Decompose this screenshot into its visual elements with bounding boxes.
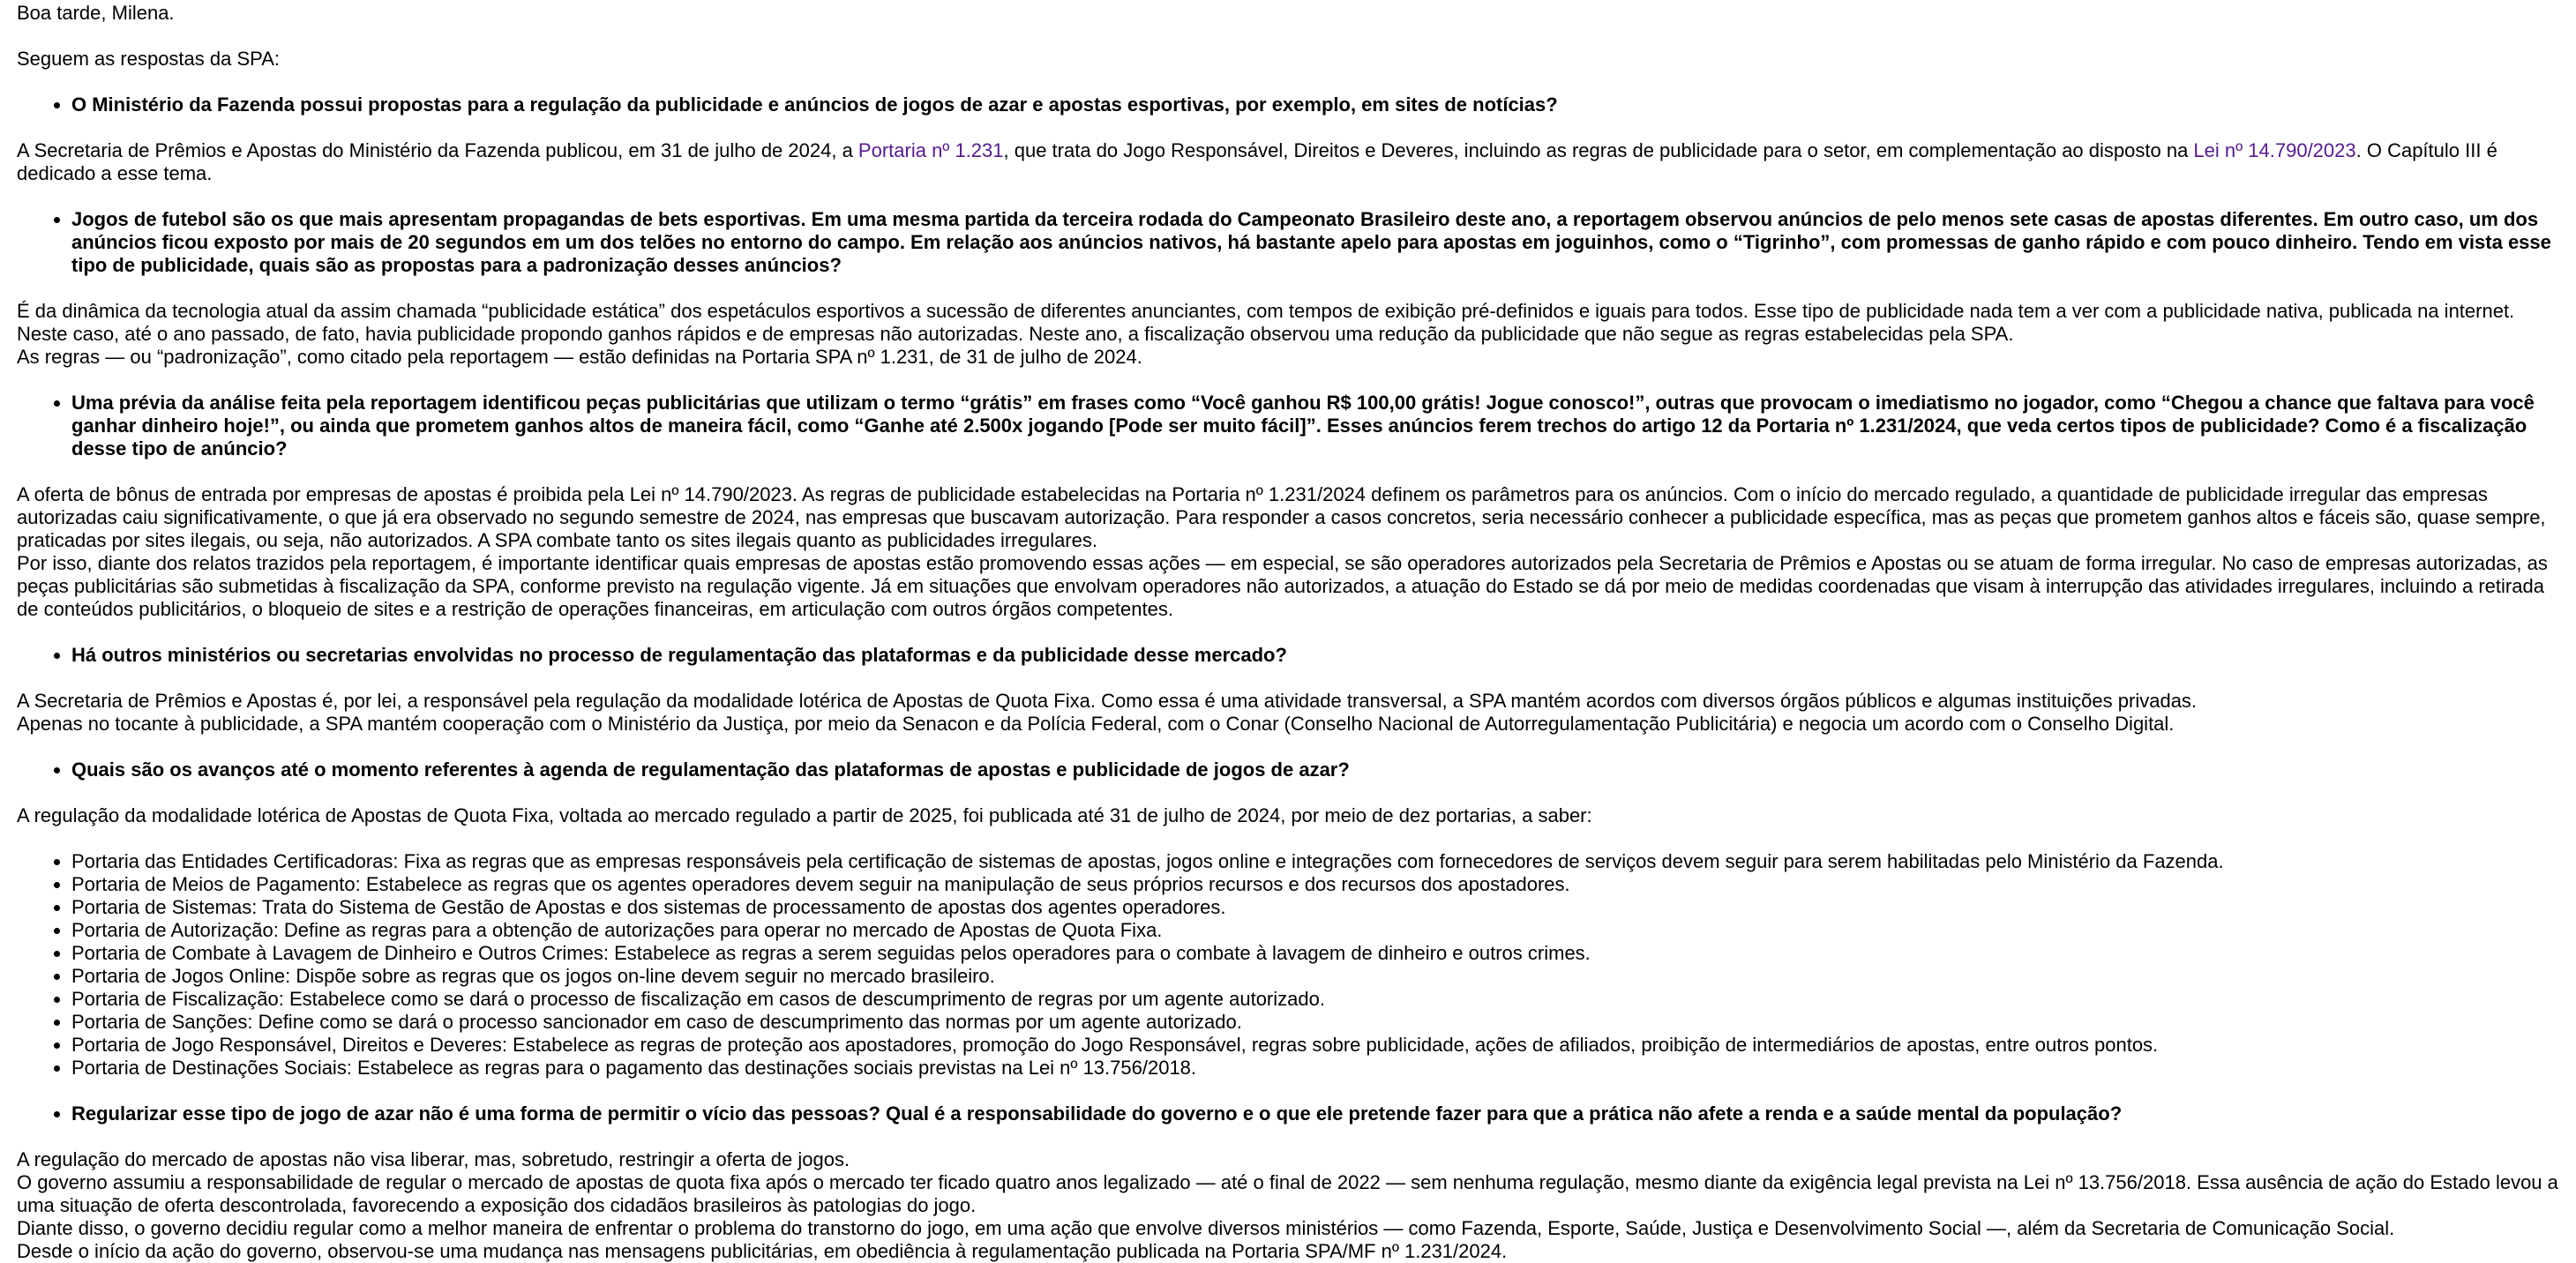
question-list-3 [17,392,2569,460]
question-4: • Há outros ministérios ou secretarias envolvidas no processo de regulamentação das plataformas e da publicidade desse mercado? [71,644,2569,667]
portaria-1231-link[interactable]: Portaria nº 1.231 [857,139,1004,161]
question-1: • O Ministério da Fazenda possui propostas para a regulação da publicidade e anúncios de jogos de azar e apostas esportivas, por exemplo, em sites de notícias? [71,93,2569,116]
list-item: • Portaria de Meios de Pagamento: Estabelece as regras que os agentes operadores devem seguir na manipulação de seus próprios recursos e dos recursos dos apostadores. [71,873,2569,896]
answer-4-p2: Apenas no tocante à publicidade, a SPA mantém cooperação com o Ministério da Justiça, por meio da Senacon e da Polícia Federal, com o Conar (Conselho Nacional de Autorregulamentação Publicitária) e negocia um acordo com o Conselho Digital. [17,713,2175,735]
answer-2-p3: As regras — ou “padronização”, como citado pela reportagem — estão definidas na Portaria SPA nº 1.231, de 31 de julho de 2024. [17,346,1142,368]
answer-2-p2: Neste caso, até o ano passado, de fato, havia publicidade propondo ganhos rápidos e de empresas não autorizadas. Neste ano, a fiscalização observou uma redução da publicidade que não segue as regras estabelecidas pela SPA. [17,323,2014,345]
question-3: • Uma prévia da análise feita pela reportagem identificou peças publicitárias que utilizam o termo “grátis” em frases como “Você ganhou R$ 100,00 grátis! Jogue conosco!”, outras que provocam o imediatismo no jogador, como “Chegou a chance que faltava para você ganhar dinheiro hoje!”, ou ainda que prometem ganhos altos de maneira fácil, como “Ganhe até 2.500x jogando [Pode ser muito fácil]”. Esses anúncios ferem trechos do artigo 12 da Portaria nº 1.231/2024, que veda certos tipos de publicidade? Como é a fiscalização desse tipo de anúncio? [71,392,2569,460]
answer-3-p1: A oferta de bônus de entrada por empresas de apostas é proibida pela Lei nº 14.790/2023. As regras de publicidade estabelecidas na Portaria nº 1.231/2024 definem os parâmetros para os anúncios. Com o início do mercado regulado, a quantidade de publicidade irregular das empresas autorizadas caiu significativamente, o que já era observado no segundo semestre de 2024, nas empresas que buscavam autorização. Para responder a casos concretos, seria necessário conhecer a publicidade específica, mas as peças que prometem ganhos altos e fáceis são, quase sempre, praticadas por sites ilegais, ou seja, não autorizados. A SPA combate tanto os sites ilegais quanto as publicidades irregulares. [17,483,2546,551]
lei-14790-link[interactable]: Lei nº 14.790/2023 [2193,139,2356,161]
answer-6-p1: A regulação do mercado de apostas não visa liberar, mas, sobretudo, restringir a oferta de jogos. [17,1148,850,1170]
question-list-6 [17,1102,2569,1125]
question-list-5 [17,759,2569,781]
list-item: • Portaria de Combate à Lavagem de Dinheiro e Outros Crimes: Estabelece as regras a serem seguidas pelos operadores para o combate à lavagem de dinheiro e outros crimes. [71,942,2569,965]
question-list-2 [17,208,2569,277]
answer-6-p2: O governo assumiu a responsabilidade de regular o mercado de apostas de quota fixa após o mercado ter ficado quatro anos legalizado — até o final de 2022 — sem nenhuma regulação, mesmo diante da exigência legal prevista na Lei nº 13.756/2018. Essa ausência de ação do Estado levou a uma situação de oferta descontrolada, favorecendo a exposição dos cidadãos brasileiros às patologias do jogo. [17,1171,2558,1216]
list-item: • Portaria de Jogos Online: Dispõe sobre as regras que os jogos on-line devem seguir no mercado brasileiro. [71,965,2569,988]
portarias-list [17,850,2569,1080]
answer-2-p1: É da dinâmica da tecnologia atual da assim chamada “publicidade estática” dos espetáculos esportivos a sucessão de diferentes anunciantes, com tempos de exibição pré-definidos e iguais para todos. Esse tipo de publicidade nada tem a ver com a publicidade nativa, publicada na internet. [17,300,2515,322]
answer-4-p1: A Secretaria de Prêmios e Apostas é, por lei, a responsável pela regulação da modalidade lotérica de Apostas de Quota Fixa. Como essa é uma atividade transversal, a SPA mantém acordos com diversos órgãos públicos e algumas instituições privadas. [17,690,2198,712]
list-item: • Portaria de Sistemas: Trata do Sistema de Gestão de Apostas e dos sistemas de processamento de apostas dos agentes operadores. [71,896,2569,919]
answer-6-p4: Desde o início da ação do governo, observou-se uma mudança nas mensagens publicitárias, em obediência à regulamentação publicada na Portaria SPA/MF nº 1.231/2024. [17,1240,1508,1262]
list-item: • Portaria das Entidades Certificadoras: Fixa as regras que as empresas responsáveis pela certificação de sistemas de apostas, jogos online e integrações com fornecedores de serviços devem seguir para serem habilitadas pelo Ministério da Fazenda. [71,850,2569,873]
answer-1-text-a: A Secretaria de Prêmios e Apostas do Ministério da Fazenda publicou, em 31 de julho de 2024, a [17,139,858,161]
list-item: • Portaria de Destinações Sociais: Estabelece as regras para o pagamento das destinações sociais previstas na Lei nº 13.756/2018. [71,1057,2569,1080]
list-item: • Portaria de Sanções: Define como se dará o processo sancionador em caso de descumprimento das normas por um agente autorizado. [71,1011,2569,1034]
answer-1-text-b: , que trata do Jogo Responsável, Direitos e Deveres, incluindo as regras de publicidade para o setor, em complementação ao disposto na [1003,139,2194,161]
greeting: Boa tarde, Milena. [17,2,175,24]
question-list-4 [17,644,2569,667]
intro-line: Seguem as respostas da SPA: [17,48,280,70]
question-list-1 [17,93,2569,116]
list-item: • Portaria de Autorização: Define as regras para a obtenção de autorizações para operar no mercado de Apostas de Quota Fixa. [71,919,2569,942]
answer-6-p3: Diante disso, o governo decidiu regular como a melhor maneira de enfrentar o problema do transtorno do jogo, em uma ação que envolve diversos ministérios — como Fazenda, Esporte, Saúde, Justiça e Desenvolvimento Social —, além da Secretaria de Comunicação Social. [17,1217,2395,1239]
list-item: • Portaria de Fiscalização: Estabelece como se dará o processo de fiscalização em casos de descumprimento de regras por um agente autorizado. [71,988,2569,1011]
question-2: • Jogos de futebol são os que mais apresentam propagandas de bets esportivas. Em uma mesma partida da terceira rodada do Campeonato Brasileiro deste ano, a reportagem observou anúncios de pelo menos sete casas de apostas diferentes. Em outro caso, um dos anúncios ficou exposto por mais de 20 segundos em um dos telões no entorno do campo. Em relação aos anúncios nativos, há bastante apelo para apostas em joguinhos, como o “Tigrinho”, com promessas de ganho rápido e com pouco dinheiro. Tendo em vista esse tipo de publicidade, quais são as propostas para a padronização desses anúncios? [71,208,2569,277]
question-6: • Regularizar esse tipo de jogo de azar não é uma forma de permitir o vício das pessoas? Qual é a responsabilidade do governo e o que ele pretende fazer para que a prática não afete a renda e a saúde mental da população? [71,1102,2569,1125]
answer-1 [17,139,2569,185]
answer-5-intro: A regulação da modalidade lotérica de Apostas de Quota Fixa, voltada ao mercado regulado a partir de 2025, foi publicada até 31 de julho de 2024, por meio de dez portarias, a saber: [17,804,1592,826]
answer-3-p2: Por isso, diante dos relatos trazidos pela reportagem, é importante identificar quais empresas de apostas estão promovendo essas ações — em especial, se são operadores autorizados pela Secretaria de Prêmios e Apostas ou se atuam de forma irregular. No caso de empresas autorizadas, as peças publicitárias são submetidas à fiscalização da SPA, conforme previsto na regulação vigente. Já em situações que envolvam operadores não autorizados, a atuação do Estado se dá por meio de medidas coordenadas que visam à interrupção das atividades irregulares, incluindo a retirada de conteúdos publicitários, o bloqueio de sites e a restrição de operações financeiras, em articulação com outros órgãos competentes. [17,552,2548,620]
list-item: • Portaria de Jogo Responsável, Direitos e Deveres: Estabelece as regras de proteção aos apostadores, promoção do Jogo Responsável, regras sobre publicidade, ações de afiliados, proibição de intermediários de apostas, entre outros pontos. [71,1034,2569,1057]
answer-1-text-c: . O Capítulo III é dedicado a esse tema. [17,139,2497,184]
question-5: • Quais são os avanços até o momento referentes à agenda de regulamentação das plataformas de apostas e publicidade de jogos de azar? [71,759,2569,781]
